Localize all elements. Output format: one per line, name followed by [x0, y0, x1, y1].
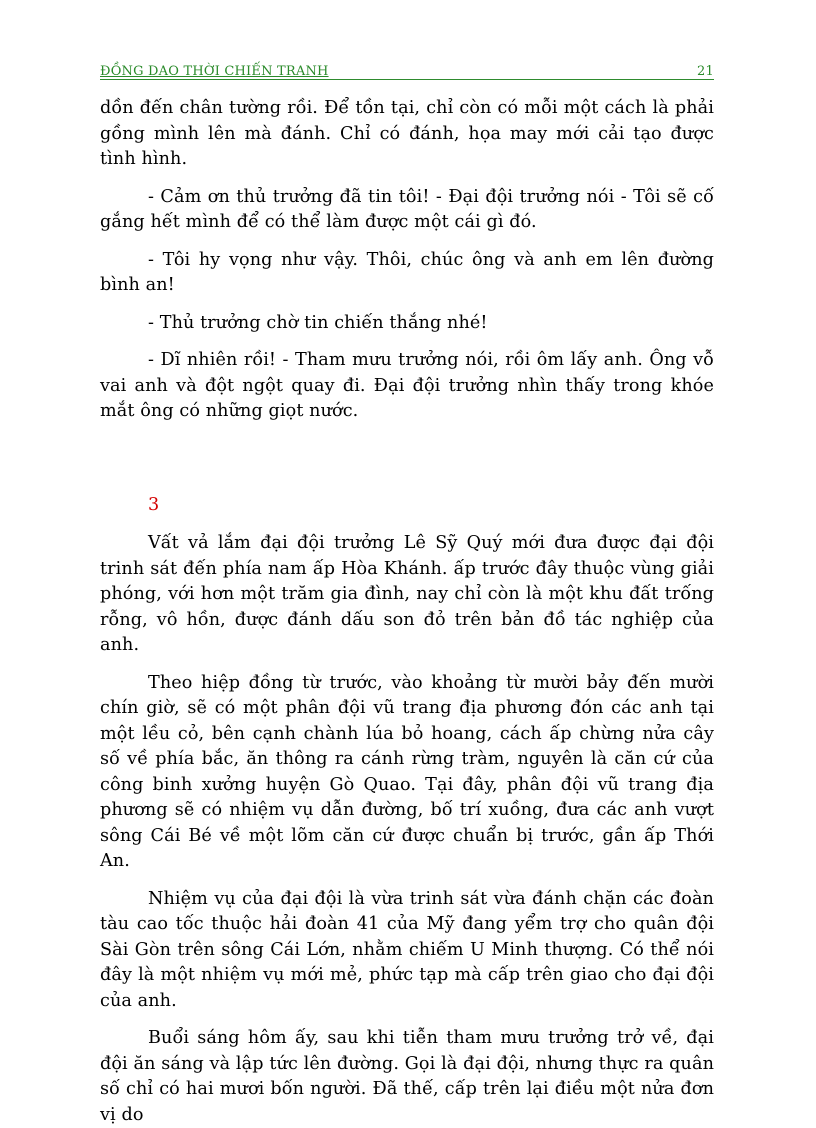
page-number: 21	[697, 64, 714, 79]
paragraph: - Tôi hy vọng như vậy. Thôi, chúc ông và anh em lên đường bình an!	[100, 249, 714, 295]
paragraph: Vất vả lắm đại đội trưởng Lê Sỹ Quý mới đưa được đại đội trinh sát đến phía nam ấp Hòa Khánh. ấp trước đây thuộc vùng giải phóng, với hơn một trăm gia đình, nay chỉ còn là một khu đất trống rỗng, vô hồn, được đánh dấu son đỏ trên bản đồ tác nghiệp của anh.	[100, 533, 714, 655]
paragraph: Buổi sáng hôm ấy, sau khi tiễn tham mưu trưởng trở về, đại đội ăn sáng và lập tức lên đường. Gọi là đại đội, nhưng thực ra quân số chỉ có hai mươi bốn người. Đã thế, cấp trên lại điều một nửa đơn vị do	[100, 1028, 714, 1125]
book-title: ĐỒNG DAO THỜI CHIẾN TRANH	[100, 64, 329, 79]
section-number: 3	[148, 494, 160, 515]
paragraph: Nhiệm vụ của đại đội là vừa trinh sát vừa đánh chặn các đoàn tàu cao tốc thuộc hải đoàn 41 của Mỹ đang yểm trợ cho quân đội Sài Gòn trên sông Cái Lớn, nhằm chiếm U Minh thượng. Có thể nói đây là một nhiệm vụ mới mẻ, phức tạp mà cấp trên giao cho đại đội của anh.	[100, 888, 714, 1011]
body-text	[100, 96, 714, 1128]
running-header	[100, 62, 714, 80]
paragraph: - Dĩ nhiên rồi! - Tham mưu trưởng nói, rồi ôm lấy anh. Ông vỗ vai anh và đột ngột quay đi. Đại đội trưởng nhìn thấy trong khóe mắt ông có những giọt nước.	[100, 350, 714, 421]
paragraph: dồn đến chân tường rồi. Để tồn tại, chỉ còn có mỗi một cách là phải gồng mình lên mà đánh. Chỉ có đánh, họa may mới cải tạo được tình hình.	[100, 98, 714, 169]
paragraph: - Thủ trưởng chờ tin chiến thắng nhé!	[148, 312, 488, 333]
paragraph: - Cảm ơn thủ trưởng đã tin tôi! - Đại đội trưởng nói - Tôi sẽ cố gắng hết mình để có thể làm được một cái gì đó.	[100, 186, 714, 232]
paragraph: Theo hiệp đồng từ trước, vào khoảng từ mười bảy đến mười chín giờ, sẽ có một phân đội vũ trang địa phương đón các anh tại một lều cỏ, bên cạnh chành lúa bỏ hoang, cách ấp chừng nửa cây số về phía bắc, ăn thông ra cánh rừng tràm, nguyên là căn cứ của công binh xưởng huyện Gò Quao. Tại đây, phân đội vũ trang địa phương sẽ có nhiệm vụ dẫn đường, bố trí xuồng, đưa các anh vượt sông Cái Bé về một lõm căn cứ được chuẩn bị trước, gần ấp Thới An.	[100, 672, 714, 871]
